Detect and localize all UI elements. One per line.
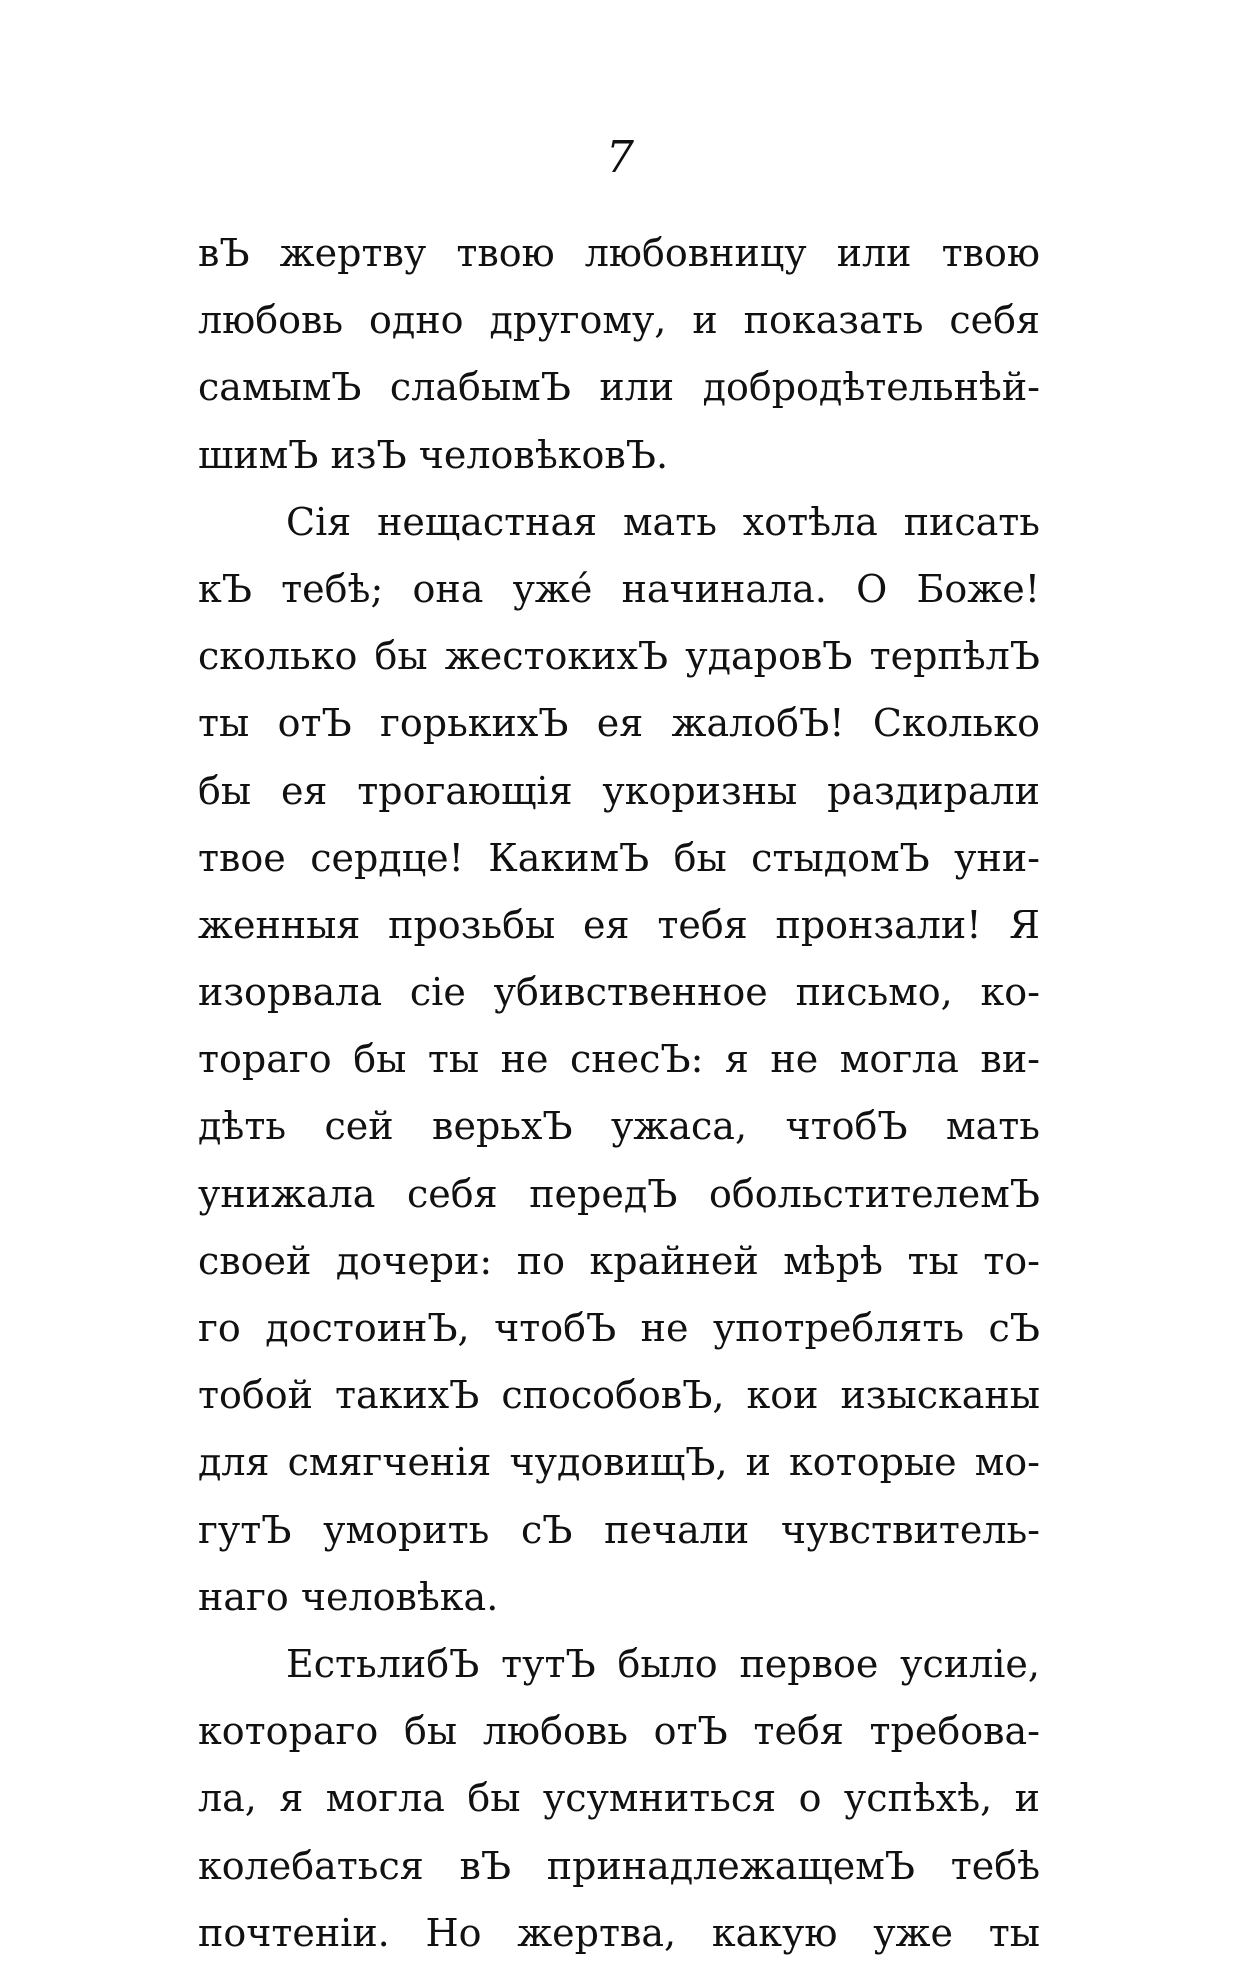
text-line: твое сердце! КакимЪ бы стыдомЪ уни- [198,835,1040,880]
text-line: дѣть сей верьхЪ ужаса, чтобЪ мать [198,1104,1040,1149]
text-line: любовь одно другому, и показать себя [198,298,1040,343]
text-line: колебаться вЪ принадлежащемЪ тебѣ [198,1843,1040,1888]
text-line: го достоинЪ, чтобЪ не употреблять сЪ [198,1306,1040,1350]
text-line: самымЪ слабымЪ или добродѣтельнѣй- [198,365,1040,410]
text-line: бы ея трогающія укоризны раздирали [198,768,1040,813]
text-line: тораго бы ты не снесЪ: я не могла ви- [198,1037,1040,1082]
text-line: сколько бы жестокихЪ ударовЪ терпѣлЪ [198,634,1040,679]
text-line: вЪ жертву твою любовницу или твою [198,231,1040,275]
text-line: унижала себя передЪ обольстителемЪ [198,1171,1040,1216]
text-line: котораго бы любовь отЪ тебя требова- [198,1709,1040,1754]
text-line: ЕстьлибЪ тутЪ было первое усиліе, [286,1641,1040,1686]
text-line: почтеніи. Но жертва, какую уже ты [198,1910,1040,1955]
text-line: Сія нещастная мать хотѣла писать [286,499,1040,544]
text-line: тобой такихЪ способовЪ, кои изысканы [198,1373,1040,1418]
text-line: шимЪ изЪ человѣковЪ. [198,432,669,477]
text-line: для смягченія чудовищЪ, и которые мо- [198,1440,1040,1485]
text-line: изорвала сіе убивственное письмо, ко- [198,970,1040,1015]
text-line: ла, я могла бы усумниться о успѣхѣ, и [198,1776,1040,1821]
body-text [198,220,1040,1967]
page-number: 7 [606,132,634,183]
text-line: женныя прозьбы ея тебя пронзали! Я [198,902,1040,947]
text-line: наго человѣка. [198,1574,499,1619]
text-line: своей дочери: по крайней мѣрѣ ты то- [198,1238,1040,1283]
text-line: кЪ тебѣ; она ужé начинала. О Боже! [198,566,1040,611]
text-line: ты отЪ горькихЪ ея жалобЪ! Сколько [198,701,1040,746]
text-line: гутЪ уморить сЪ печали чувствитель- [198,1507,1040,1552]
